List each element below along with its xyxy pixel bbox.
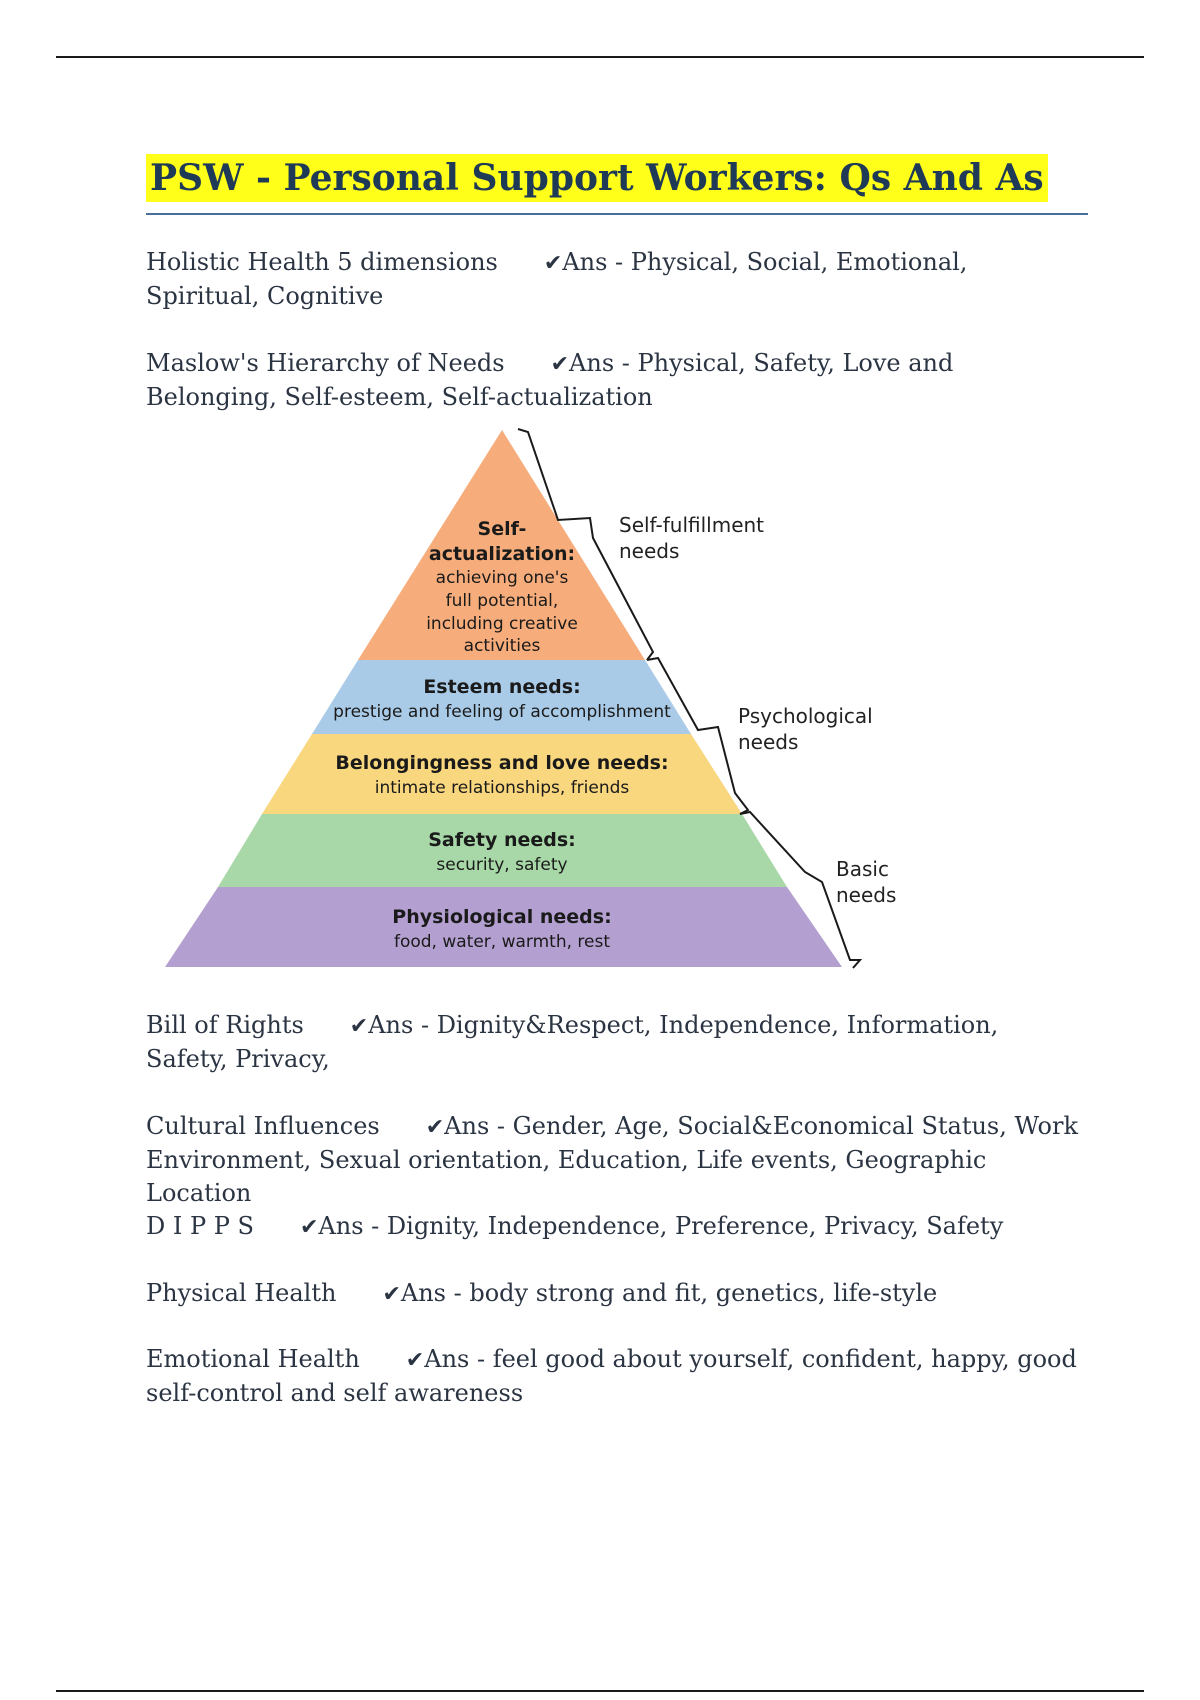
group-psychological-line-2: needs: [738, 730, 799, 754]
qa-item-cultural-influences: [146, 1110, 1086, 1210]
level-esteem-sub: prestige and feeling of accomplishment: [333, 702, 671, 722]
bottom-rule: [56, 1690, 1144, 1692]
group-self-fulfillment-line-2: needs: [619, 539, 680, 563]
qa-item-maslow: [146, 347, 1086, 414]
checkmark-icon: ✔: [382, 1282, 401, 1307]
title-underline: [146, 213, 1088, 215]
level-self-actualization-sub-1: achieving one's: [435, 568, 569, 588]
level-self-actualization-title-1: Self-: [477, 518, 527, 540]
qa-question: Bill of Rights: [146, 1011, 304, 1039]
checkmark-icon: ✔: [405, 1348, 425, 1373]
qa-answer: Ans - Dignity&Respect, Independence, Information, Safety, Privacy,: [146, 1011, 999, 1073]
qa-item-bill-of-rights: [146, 1009, 1086, 1076]
checkmark-icon: ✔: [543, 251, 563, 276]
qa-item-physical-health: [146, 1277, 1086, 1311]
top-rule: [56, 56, 1144, 58]
level-belonging-title: Belongingness and love needs:: [335, 752, 669, 774]
level-self-actualization-sub-3: including creative: [426, 614, 578, 634]
qa-answer: Ans - Physical, Social, Emotional, Spiritual, Cognitive: [146, 248, 968, 310]
qa-question: Maslow's Hierarchy of Needs: [146, 349, 505, 377]
qa-item-emotional-health: [146, 1343, 1086, 1410]
group-psychological-line-1: Psychological: [738, 704, 873, 728]
qa-answer: Ans - Dignity, Independence, Preference, Privacy, Safety: [318, 1212, 1004, 1240]
group-basic-line-2: needs: [836, 883, 897, 907]
group-basic-line-1: Basic: [836, 857, 889, 881]
qa-answer: Ans - feel good about yourself, confident, happy, good self-control and self awareness: [146, 1345, 1077, 1407]
level-physiological-sub: food, water, warmth, rest: [393, 932, 611, 952]
level-belonging-sub: intimate relationships, friends: [374, 778, 630, 798]
qa-question: Physical Health: [146, 1279, 337, 1307]
qa-answer: Ans - Gender, Age, Social&Economical Status, Work Environment, Sexual orientation, Education, Life events, Geographic Location: [146, 1112, 1079, 1207]
maslow-pyramid-diagram: [150, 420, 910, 980]
level-belonging: [262, 734, 742, 814]
level-self-actualization-sub-4: activities: [463, 636, 541, 656]
level-esteem-title: Esteem needs:: [423, 676, 581, 698]
qa-question: Holistic Health 5 dimensions: [146, 248, 498, 276]
checkmark-icon: ✔: [299, 1215, 319, 1240]
qa-question: Emotional Health: [146, 1345, 360, 1373]
qa-answer: Ans - Physical, Safety, Love and Belonging, Self-esteem, Self-actualization: [146, 349, 954, 411]
level-safety-sub: security, safety: [436, 855, 568, 875]
qa-answer: Ans - body strong and fit, genetics, life-style: [400, 1279, 938, 1307]
checkmark-icon: ✔: [425, 1115, 445, 1140]
group-self-fulfillment-line-1: Self-fulfillment: [619, 513, 765, 537]
level-safety-title: Safety needs:: [428, 829, 576, 851]
level-self-actualization-sub-2: full potential,: [445, 591, 559, 611]
checkmark-icon: ✔: [550, 352, 570, 377]
level-physiological-title: Physiological needs:: [392, 906, 612, 928]
level-self-actualization-title-2: actualization:: [428, 543, 576, 565]
page-title: PSW - Personal Support Workers: Qs And As: [146, 154, 1048, 202]
qa-question: Cultural Influences: [146, 1112, 380, 1140]
qa-question: D I P P S: [146, 1212, 254, 1240]
qa-item-holistic-health: [146, 246, 1086, 313]
qa-item-dipps: [146, 1210, 1086, 1244]
checkmark-icon: ✔: [349, 1014, 369, 1039]
